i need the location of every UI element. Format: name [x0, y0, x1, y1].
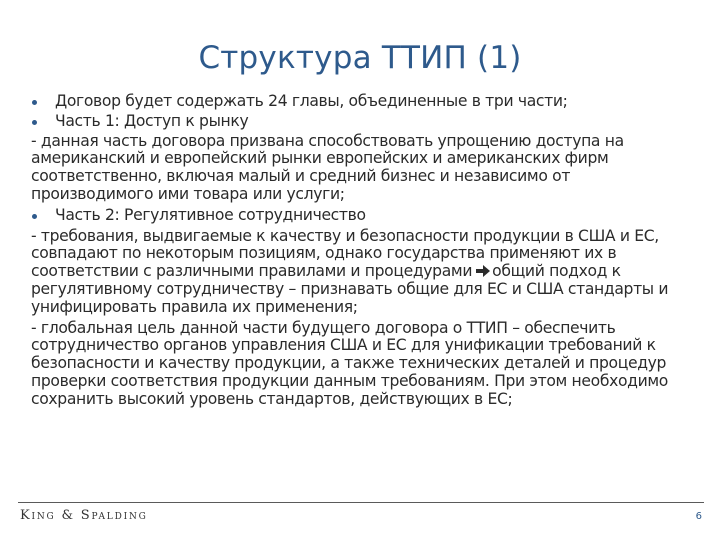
bullet-text-3: Часть 2: Регулятивное сотрудничество: [55, 205, 366, 224]
paragraph-2-part-2: общий подход к регулятивному сотрудничеству – признавать общие для ЕС и США стандарты и унифицировать правила их применения;: [31, 262, 669, 316]
company-logo: King & Spalding: [20, 508, 148, 523]
bullet-item-3: [31, 207, 696, 225]
bullet-dot-icon: [32, 120, 37, 125]
paragraph-2: [31, 228, 696, 317]
right-arrow-icon: [476, 265, 490, 277]
bullet-text-2: Часть 1: Доступ к рынку: [55, 111, 249, 130]
slide-title: Структура ТТИП (1): [198, 40, 522, 76]
bullet-dot-icon: [32, 100, 37, 105]
footer-divider: [18, 502, 704, 503]
page-number: 6: [695, 511, 702, 522]
paragraph-2-part-1: - требования, выдвигаемые к качеству и безопасности продукции в США и ЕС, совпадают по некоторым позициям, однако государства применяют их в соответствии с различными правилами и процедурами: [31, 226, 659, 281]
bullet-dot-icon: [32, 214, 37, 219]
bullet-item-1: [31, 93, 696, 111]
paragraph-1: - данная часть договора призвана способствовать упрощению доступа на американский и европейский рынки европейских и американских фирм соответственно, включая малый и средний бизнес и независимо от производимого ими товара или услуги;: [31, 131, 624, 203]
slide-body: [31, 93, 696, 411]
bullet-item-2: [31, 113, 696, 131]
bullet-text-1: Договор будет содержать 24 главы, объединенные в три части;: [55, 92, 568, 110]
paragraph-3: - глобальная цель данной части будущего договора о ТТИП – обеспечить сотрудничество органов управления США и ЕС для унификации требований к безопасности и качеству продукции, а также технических деталей и процедур проверки соответствия продукции данным требованиям. При этом необходимо сохранить высокий уровень стандартов, действующих в ЕС;: [31, 318, 668, 408]
